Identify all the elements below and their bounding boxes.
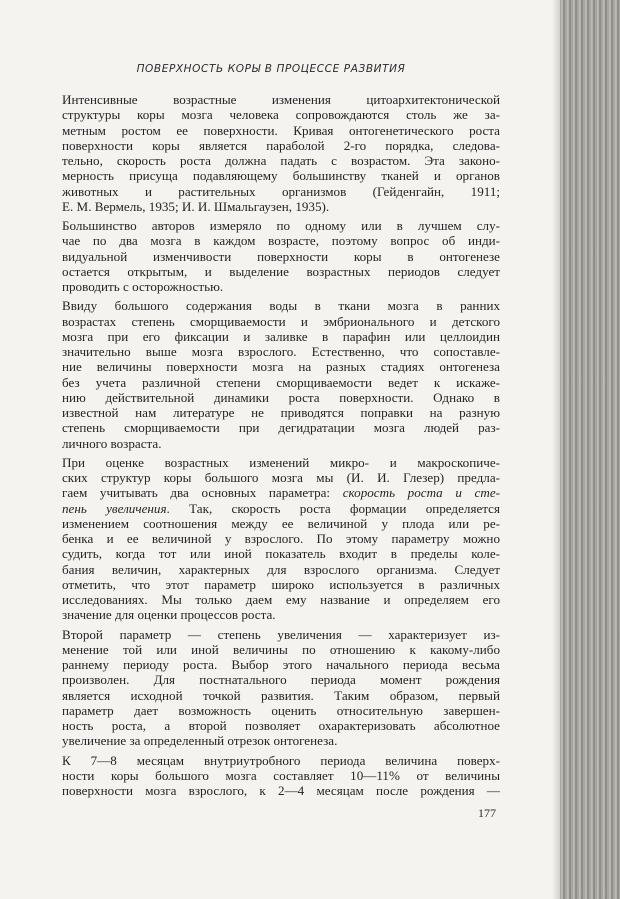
- paragraph-3-line-6: без учета различной степени сморщиваемости ведет к искаже-: [62, 374, 500, 390]
- paragraph-3-line-5: ние величины поверхности мозга на разных стадиях онтогенеза: [62, 359, 500, 375]
- paragraph-1-line-3: метным ростом ее поверхности. Кривая онтогенетического роста: [62, 122, 500, 138]
- paragraph-1-line-8: Е. М. Вермель, 1935; И. И. Шмальгаузен, 1935).: [62, 198, 330, 214]
- paragraph-3-line-4: значительно выше мозга взрослого. Естественно, что сопоставле-: [62, 344, 500, 359]
- paragraph-4-line-4: пень увеличения. Так, скорость роста формации определяется: [62, 500, 500, 516]
- paragraph-1-line-1: Интенсивные возрастные изменения цитоархитектонической: [62, 92, 500, 107]
- paragraph-4-line-9: отметить, что этот параметр широко используется в различных: [62, 576, 500, 592]
- paragraph-5-line-5: является исходной точкой развития. Таким образом, первый: [62, 687, 500, 703]
- paragraph-4-line-11: значение для оценки процессов роста.: [62, 607, 276, 623]
- paragraph-5: [62, 627, 500, 749]
- paragraph-1-line-6: мерность присуща подавляющему большинству тканей и органов: [62, 168, 500, 184]
- paragraph-5-line-1: Второй параметр — степень увеличения — характеризует из-: [62, 626, 500, 642]
- paragraph-4: [62, 455, 500, 623]
- paragraph-6-line-1: К 7—8 месяцам внутриутробного периода величина поверх-: [62, 752, 500, 768]
- paragraph-1-line-7: животных и растительных организмов (Гейденгайн, 1911;: [62, 183, 500, 199]
- paragraph-3-line-10: личного возраста.: [62, 435, 162, 451]
- paragraph-2-line-4: остается открытым, и выделение возрастных периодов следует: [62, 263, 500, 279]
- paragraph-5-line-7: ность роста, а второй позволяет охарактеризовать абсолютное: [62, 718, 500, 733]
- paragraph-6-line-2: ности коры большого мозга составляет 10—11% от величины: [62, 767, 500, 783]
- paragraph-4-line-8: бания величин, характерных для взрослого организма. Следует: [62, 561, 500, 577]
- paragraph-6: [62, 753, 500, 799]
- paragraph-4-line-1: При оценке возрастных изменений микро- и макроскопиче-: [62, 454, 500, 470]
- paragraph-3-line-1: Ввиду большого содержания воды в ткани мозга в ранних: [62, 298, 500, 314]
- paragraph-1-line-2: структуры коры мозга человека сопровождаются столь же за-: [62, 107, 500, 123]
- paragraph-3-line-3: мозга при его фиксации и заливке в парафин или целлоидин: [62, 328, 500, 344]
- paragraph-4-line-5: изменением соотношения между ее величиной у плода или ре-: [62, 515, 500, 531]
- italic-term: скорость роста и сте-: [342, 485, 500, 501]
- paragraph-3-line-2: возрастах степень сморщиваемости и эмбрионального и детского: [62, 313, 500, 329]
- paragraph-2-line-5: проводить с осторожностью.: [62, 279, 224, 294]
- paragraph-6-line-3: поверхности мозга взрослого, к 2—4 месяцам после рождения —: [62, 783, 500, 798]
- paragraph-1-line-5: тельно, скорость роста должна падать с возрастом. Эта законо-: [62, 153, 500, 168]
- paragraph-5-line-6: параметр дает возможность оценить относительную завершен-: [62, 702, 500, 718]
- paragraph-1-line-4: поверхности коры является параболой 2-го порядка, следова-: [62, 137, 500, 153]
- paragraph-4-line-6: бенка и ее величиной у взрослого. По этому параметру можно: [62, 531, 500, 546]
- body-text: [62, 92, 500, 802]
- paragraph-3-line-9: степень сморщиваемости при дегидратации мозга людей раз-: [62, 420, 500, 436]
- paragraph-4-line-3: гаем учитывать два основных параметра: скорость роста и сте-: [62, 485, 500, 501]
- paragraph-2-line-3: видуальной изменчивости поверхности коры в онтогенезе: [62, 248, 500, 264]
- paragraph-4-line-7: судить, когда тот или иной показатель входит в пределы коле-: [62, 546, 500, 562]
- paragraph-4-line-10: исследованиях. Мы только даем ему название и определяем его: [62, 592, 500, 607]
- paragraph-2-line-2: чае по два мозга в каждом возрасте, поэтому вопрос об инди-: [62, 233, 500, 249]
- paragraph-3-line-7: нию действительной динамики роста поверхности. Однако в: [62, 389, 500, 405]
- paragraph-4-line-2: ских структур коры большого мозга мы (И. И. Глезер) предла-: [62, 470, 500, 485]
- paragraph-1: [62, 92, 500, 214]
- paragraph-5-line-8: увеличение за определенный отрезок онтогенеза.: [62, 733, 338, 749]
- page-number: 177: [478, 806, 496, 820]
- paragraph-2: [62, 218, 500, 294]
- paragraph-5-line-3: раннему периоду роста. Выбор этого начального периода весьма: [62, 657, 500, 672]
- italic-term: пень увеличения: [62, 500, 167, 516]
- paragraph-3-line-8: известной нам литературе не приводятся поправки на разную: [62, 405, 500, 420]
- paragraph-2-line-1: Большинство авторов измеряло по одному или в лучшем слу-: [62, 218, 500, 233]
- running-head: ПОВЕРХНОСТЬ КОРЫ В ПРОЦЕССЕ РАЗВИТИЯ: [136, 63, 406, 75]
- paragraph-3: [62, 298, 500, 451]
- paragraph-5-line-2: менение той или иной величины по отношению к какому-либо: [62, 641, 500, 657]
- page-stack-edge: [560, 0, 620, 899]
- paragraph-5-line-4: произволен. Для постнатального периода момент рождения: [62, 672, 500, 688]
